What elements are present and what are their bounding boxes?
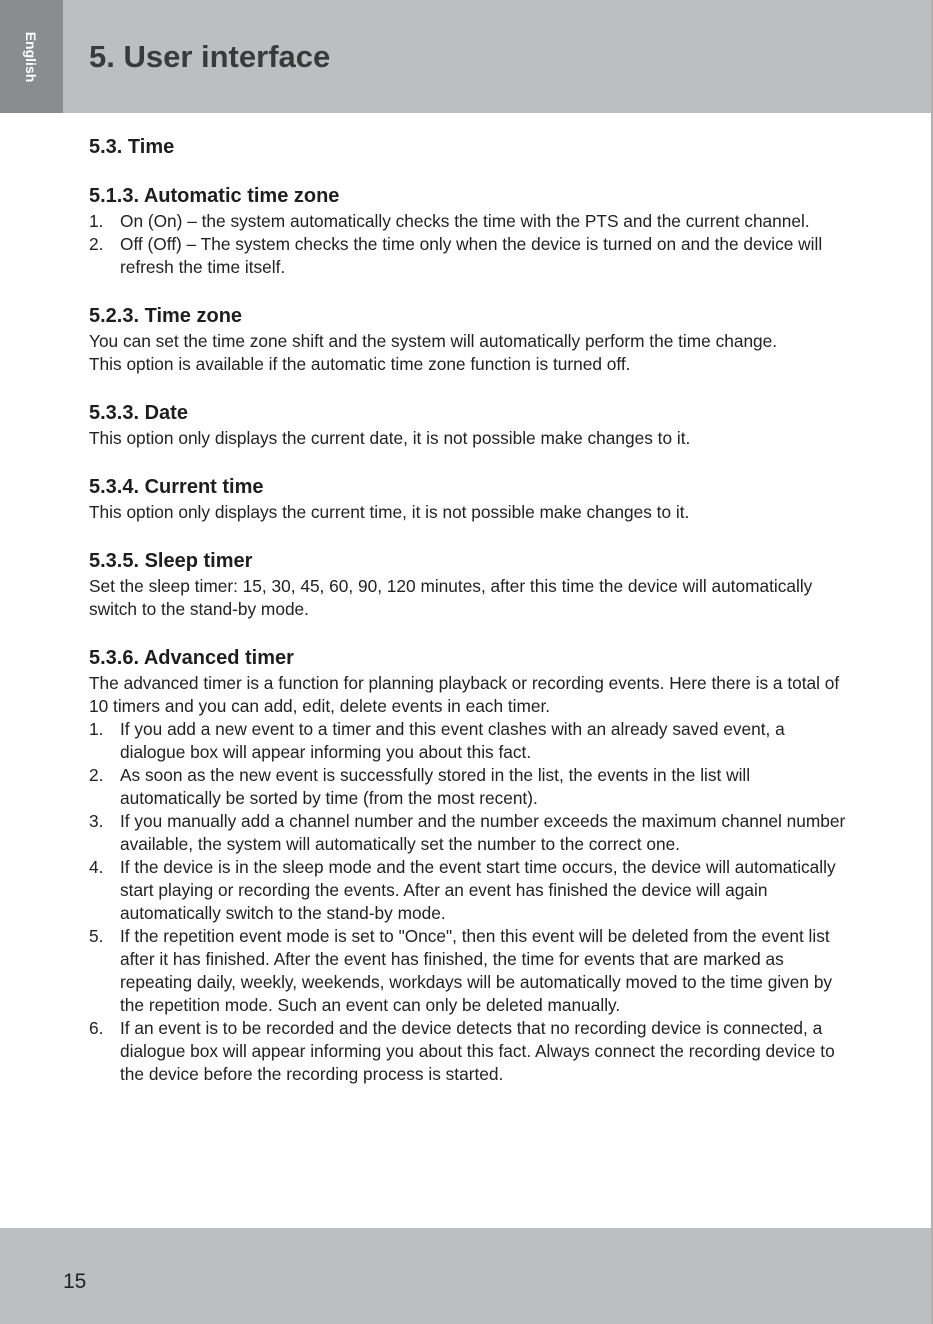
section-time-zone	[89, 303, 849, 376]
section-heading: 5.3.5. Sleep timer	[89, 550, 253, 572]
section-heading: 5.3.3. Date	[89, 402, 188, 424]
list-item	[89, 856, 849, 925]
paragraph: The advanced timer is a function for planning playback or recording events. Here there is a total of 10 timers and you can add, edit, delete events in each timer.	[89, 673, 840, 716]
section-heading: 5.3. Time	[89, 136, 175, 158]
section-heading: 5.3.6. Advanced timer	[89, 647, 294, 669]
list-item-number: 3.	[89, 811, 104, 831]
list-item-text: If you add a new event to a timer and this event clashes with an already saved event, a dialogue box will appear informing you about this fact.	[120, 719, 785, 762]
section-date	[89, 400, 849, 450]
section-automatic-time-zone	[89, 183, 849, 279]
list-item-text: If an event is to be recorded and the device detects that no recording device is connected, a dialogue box will appear informing you about this fact. Always connect the recording device to the device before the recording process is started.	[120, 1018, 835, 1084]
list-item	[89, 210, 849, 233]
list-item	[89, 925, 849, 1017]
language-tab	[0, 0, 63, 113]
list-item-number: 4.	[89, 857, 104, 877]
page-number: 15	[63, 1270, 87, 1293]
list-item-number: 6.	[89, 1018, 104, 1038]
list-item-number: 1.	[89, 719, 104, 739]
section-heading: 5.3.4. Current time	[89, 476, 264, 498]
list-item-number: 2.	[89, 234, 104, 254]
section-heading: 5.2.3. Time zone	[89, 305, 243, 327]
list-item-number: 5.	[89, 926, 104, 946]
list-item	[89, 233, 849, 279]
section-heading: 5.1.3. Automatic time zone	[89, 185, 340, 207]
paragraph: This option only displays the current date, it is not possible make changes to it.	[89, 428, 691, 448]
list-item-text: Off (Off) – The system checks the time only when the device is turned on and the device will refresh the time itself.	[120, 234, 823, 277]
footer-band	[0, 1228, 933, 1324]
numbered-list	[89, 210, 849, 279]
document-body	[89, 134, 849, 1110]
list-item	[89, 1017, 849, 1086]
list-item-number: 1.	[89, 211, 104, 231]
list-item	[89, 718, 849, 764]
page-title: 5. User interface	[89, 39, 331, 74]
section-time	[89, 134, 849, 161]
list-item	[89, 764, 849, 810]
paragraph: This option is available if the automatic time zone function is turned off.	[89, 354, 631, 374]
list-item-text: If the repetition event mode is set to "Once", then this event will be deleted from the event list after it has finished. After the event has finished, the time for events that are marked as repeating daily, weekly, weekends, workdays will be automatically moved to the time given by the repetition mode. Such an event can only be deleted manually.	[120, 926, 833, 1015]
paragraph: Set the sleep timer: 15, 30, 45, 60, 90, 120 minutes, after this time the device will automatically switch to the stand-by mode.	[89, 576, 813, 619]
list-item-text: On (On) – the system automatically checks the time with the PTS and the current channel.	[120, 211, 810, 231]
list-item	[89, 810, 849, 856]
section-advanced-timer	[89, 645, 849, 1086]
section-current-time	[89, 474, 849, 524]
numbered-list	[89, 718, 849, 1086]
list-item-number: 2.	[89, 765, 104, 785]
list-item-text: If you manually add a channel number and the number exceeds the maximum channel number available, the system will automatically set the number to the correct one.	[120, 811, 846, 854]
paragraph: You can set the time zone shift and the system will automatically perform the time change.	[89, 331, 778, 351]
section-sleep-timer	[89, 548, 849, 621]
language-tab-label: English	[23, 31, 39, 83]
list-item-text: If the device is in the sleep mode and the event start time occurs, the device will automatically start playing or recording the events. After an event has finished the device will again automatically switch to the stand-by mode.	[120, 857, 836, 923]
list-item-text: As soon as the new event is successfully stored in the list, the events in the list will automatically be sorted by time (from the most recent).	[120, 765, 751, 808]
paragraph: This option only displays the current time, it is not possible make changes to it.	[89, 502, 690, 522]
